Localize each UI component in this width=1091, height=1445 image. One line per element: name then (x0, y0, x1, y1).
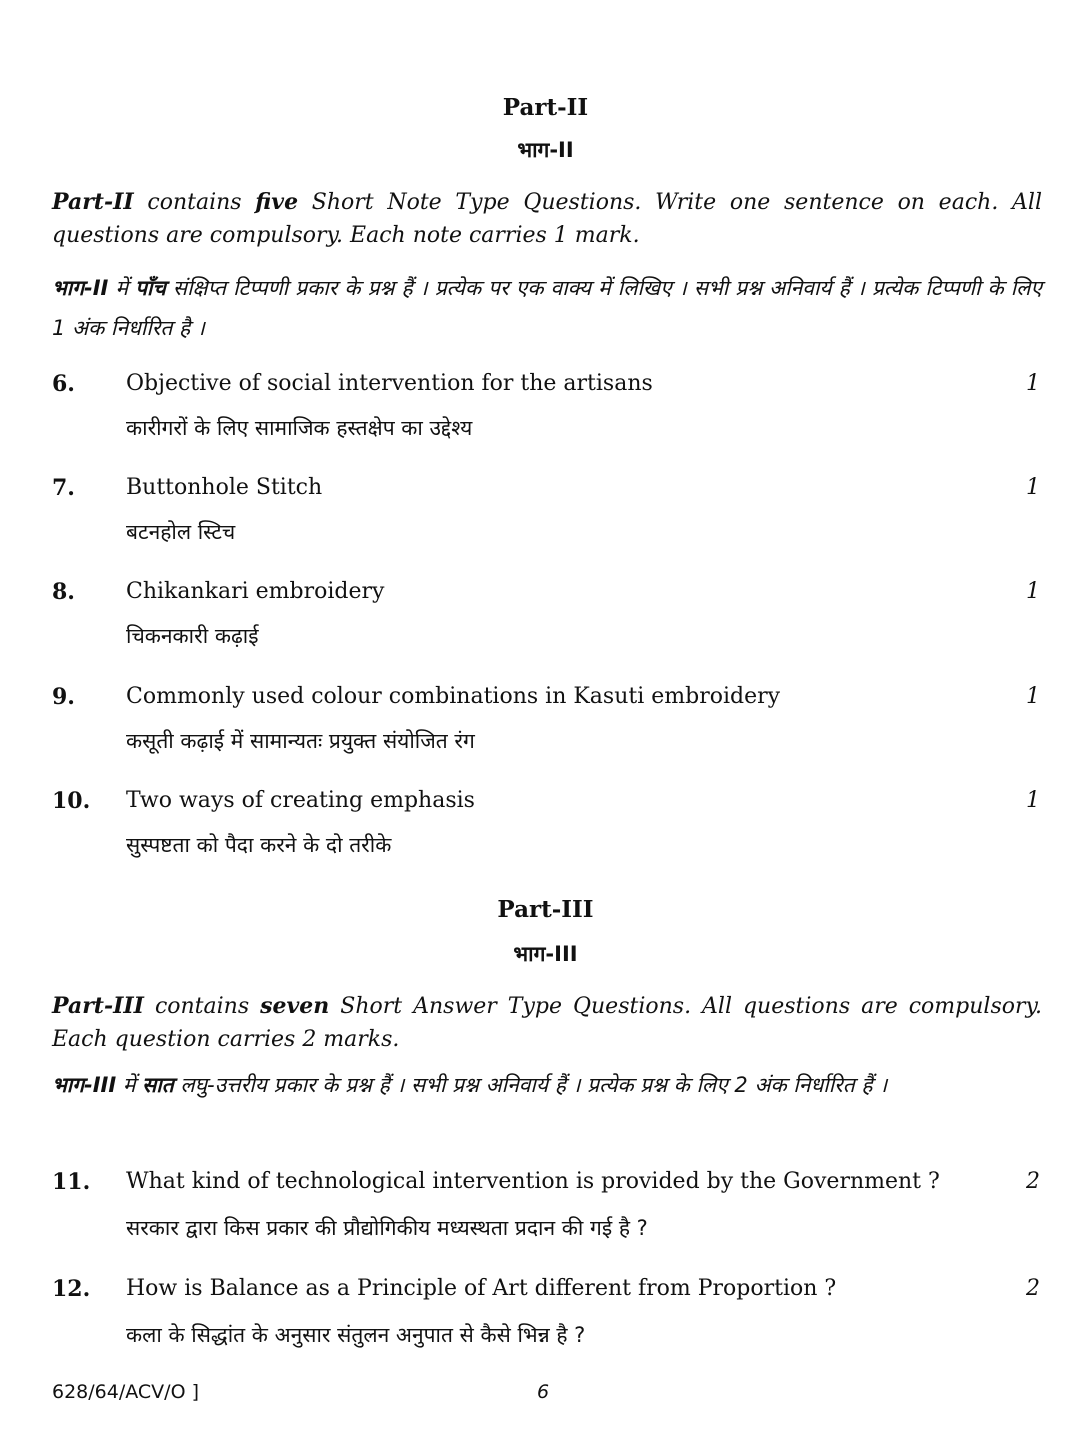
page-number: 6 (537, 1381, 550, 1403)
question-number: 9. (52, 684, 75, 710)
part2-instr-hi-text1: में (108, 276, 136, 300)
question-number: 12. (52, 1276, 91, 1302)
question-text-hindi: चिकनकारी कढ़ाई (126, 624, 259, 648)
part2-title: Part-II (502, 94, 589, 121)
question-text: How is Balance as a Principle of Art different from Proportion ? (126, 1276, 837, 1301)
question-number: 8. (52, 579, 75, 605)
part3-instr-text1: contains (143, 994, 261, 1019)
part3-instr-hi-text2: लघु-उत्तरीय प्रकार के प्रश्न हैं । सभी प्रश्न अनिवार्य हैं । प्रत्येक प्रश्न के लिए 2 अंक निर्धारित हैं । (173, 1073, 888, 1097)
question-mark: 1 (1026, 788, 1040, 813)
question-text-hindi: कसूती कढ़ाई में सामान्यतः प्रयुक्त संयोजित रंग (126, 729, 475, 753)
part3-instruction-hindi (52, 1064, 1042, 1106)
question-text: Buttonhole Stitch (126, 475, 323, 500)
question-mark: 1 (1026, 579, 1040, 604)
part2-instr-count: five (255, 189, 299, 215)
part2-instr-hi-part: भाग-II (52, 276, 109, 300)
part3-title-hindi: भाग-III (513, 942, 578, 966)
part2-instr-hi-text2: संक्षिप्त टिप्पणी प्रकार के प्रश्न हैं । प्रत्येक पर एक वाक्य में लिखिए । सभी प्रश्न अनिवार्य हैं । प्रत्येक टिप्पणी के लिए 1 अंक निर्धारित है । (52, 276, 1042, 340)
question-number: 10. (52, 788, 91, 814)
question-text: What kind of technological intervention is provided by the Government ? (126, 1169, 940, 1194)
part3-instr-hi-text1: में (116, 1073, 143, 1097)
question-mark: 1 (1026, 475, 1040, 500)
part3-instr-hi-part: भाग-III (52, 1073, 117, 1097)
part2-title-hindi: भाग-II (517, 138, 574, 162)
paper-code: 628/64/ACV/O ] (52, 1381, 199, 1403)
question-mark: 1 (1026, 684, 1040, 709)
part2-instr-text1: contains (133, 190, 256, 215)
question-number: 7. (52, 475, 75, 501)
part2-instr-hi-count: पाँच (135, 276, 166, 300)
part3-instr-part: Part-III (52, 993, 144, 1019)
question-text-hindi: कारीगरों के लिए सामाजिक हस्तक्षेप का उद्देश्य (126, 416, 473, 440)
question-text-hindi: बटनहोल स्टिच (126, 520, 236, 544)
question-text: Commonly used colour combinations in Kasuti embroidery (126, 684, 781, 709)
part3-title: Part-III (497, 896, 594, 923)
question-mark: 2 (1026, 1169, 1040, 1194)
question-mark: 2 (1026, 1276, 1040, 1301)
part3-instr-hi-count: सात (142, 1073, 174, 1097)
part2-instr-text2: Short Note Type Questions. Write one sentence on each. All questions are compulsory. Each note carries 1 mark. (52, 190, 1042, 248)
question-text: Two ways of creating emphasis (126, 788, 475, 813)
part2-instruction-english (52, 186, 1042, 252)
question-text-hindi: सुस्पष्टता को पैदा करने के दो तरीके (126, 833, 392, 857)
part3-instr-text2: Short Answer Type Questions. All questions are compulsory. Each question carries 2 marks. (52, 994, 1042, 1052)
question-text-hindi: कला के सिद्धांत के अनुसार संतुलन अनुपात से कैसे भिन्न है ? (126, 1323, 586, 1347)
question-text: Objective of social intervention for the artisans (126, 371, 653, 396)
part2-instr-part: Part-II (52, 189, 134, 215)
question-mark: 1 (1026, 371, 1040, 396)
question-number: 6. (52, 371, 75, 397)
part3-instruction-english (52, 990, 1042, 1056)
question-number: 11. (52, 1169, 91, 1195)
question-text-hindi: सरकार द्वारा किस प्रकार की प्रौद्योगिकीय मध्यस्थता प्रदान की गई है ? (126, 1216, 648, 1240)
part2-instruction-hindi (52, 268, 1042, 348)
question-text: Chikankari embroidery (126, 579, 385, 604)
part3-instr-count: seven (260, 993, 330, 1019)
